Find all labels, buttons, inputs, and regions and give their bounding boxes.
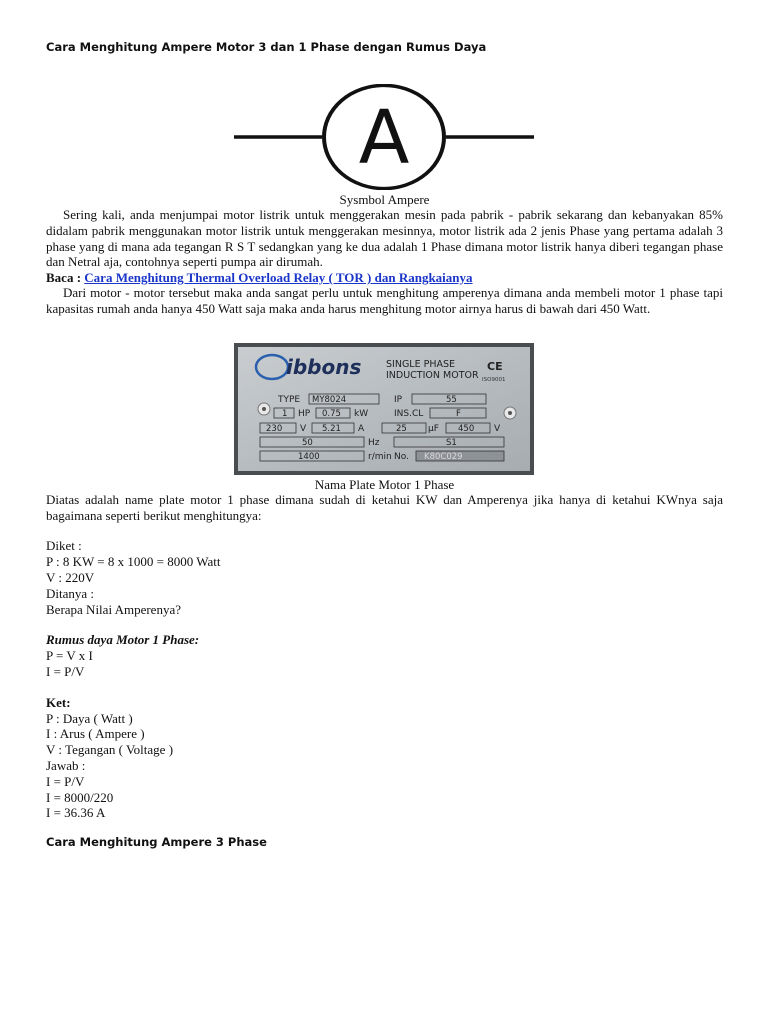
duty-value: S1 xyxy=(446,437,457,448)
baca-label: Baca : xyxy=(46,270,82,286)
jawab-step3: I = 36.36 A xyxy=(46,805,106,821)
brand-name: ibbons xyxy=(286,354,362,379)
cap-volt: 450 xyxy=(458,423,475,434)
type-value: MY8024 xyxy=(312,394,347,405)
amp-value: 5.21 xyxy=(322,423,341,434)
intro-paragraph: Sering kali, anda menjumpai motor listrik untuk menggerakan mesin pada pabrik - pabrik sekarang dan kebanyakan 85% didalam pabrik menggunakan motor listrik untuk menggerakan mesinnya, motor listrik ada 2 jenis Phase yang pertama adalah 3 phase yang di mana ada tegangan R S T sedangkan yang ke dua adalah 1 Phase dimana motor listrik hanya diberi tegangan phase dan Netral aja, contohnya seperti pumpa air dirumah. xyxy=(46,207,723,270)
rumus-line1: P = V x I xyxy=(46,648,93,664)
jawab-label: Jawab : xyxy=(46,757,86,773)
question-text: Berapa Nilai Amperenya? xyxy=(46,601,181,617)
rpm-label: r/min xyxy=(368,451,392,462)
serial-value: K80C029 xyxy=(424,451,463,462)
diket-power: P : 8 KW = 8 x 1000 = 8000 Watt xyxy=(46,554,221,570)
hz-value: 50 xyxy=(302,437,313,448)
ce-mark: CE xyxy=(487,359,503,373)
hp-label: HP xyxy=(298,408,311,419)
document-title: Cara Menghitung Ampere Motor 3 dan 1 Phase dengan Rumus Daya xyxy=(46,40,487,54)
kw-label: kW xyxy=(354,408,369,419)
jawab-step1: I = P/V xyxy=(46,773,85,789)
volt-label: V xyxy=(300,423,307,434)
document-page xyxy=(46,40,723,849)
diket-voltage: V : 220V xyxy=(46,569,95,585)
section2-title: Cara Menghitung Ampere 3 Phase xyxy=(46,835,267,850)
ip-value: 55 xyxy=(446,394,457,405)
ip-label: IP xyxy=(394,394,403,405)
nameplate-caption: Nama Plate Motor 1 Phase xyxy=(314,476,455,492)
jawab-step2: I = 8000/220 xyxy=(46,789,114,805)
ampere-letter: A xyxy=(358,95,410,181)
cap-label: μF xyxy=(428,423,439,434)
cap-volt-label: V xyxy=(494,423,501,434)
type-label: TYPE xyxy=(278,394,301,405)
plate-line1: SINGLE PHASE xyxy=(386,358,456,370)
tor-article-link[interactable]: Cara Menghitung Thermal Overload Relay ( TOR ) dan Rangkaianya xyxy=(84,270,473,286)
baca-line xyxy=(46,270,723,285)
iso-mark: ISO9001 xyxy=(482,376,506,383)
hz-label: Hz xyxy=(368,437,380,448)
ampere-symbol-icon xyxy=(234,84,534,190)
ket-v: V : Tegangan ( Voltage ) xyxy=(46,742,174,758)
ditanya-label: Ditanya : xyxy=(46,585,95,601)
rumus-line2: I = P/V xyxy=(46,663,85,679)
volt-value: 230 xyxy=(266,423,283,434)
rpm-value: 1400 xyxy=(298,451,320,462)
kw-value: 0.75 xyxy=(322,408,341,419)
ket-heading: Ket: xyxy=(46,694,71,710)
ket-i: I : Arus ( Ampere ) xyxy=(46,726,145,742)
nameplate-image xyxy=(234,343,534,475)
ket-p: P : Daya ( Watt ) xyxy=(46,710,133,726)
symbol-caption: Sysmbol Ampere xyxy=(339,192,430,207)
serial-label: No. xyxy=(394,451,409,462)
after-plate-paragraph: Diatas adalah name plate motor 1 phase dimana sudah di ketahui KW dan Amperenya jika hanya di ketahui KWnya saja bagaimana seperti berikut menghitungya: xyxy=(46,491,723,523)
rumus-heading: Rumus daya Motor 1 Phase: xyxy=(46,632,200,648)
hp-qty: 1 xyxy=(282,408,288,419)
second-paragraph: Dari motor - motor tersebut maka anda sangat perlu untuk menghitung amperenya dimana anda membeli motor 1 phase tapi kapasitas rumah anda hanya 450 Watt saja maka anda harus menghitung motor airnya harus di bawah dari 450 Watt. xyxy=(46,285,723,316)
inscl-value: F xyxy=(456,408,461,419)
inscl-label: INS.CL xyxy=(394,408,424,419)
plate-line2: INDUCTION MOTOR xyxy=(386,369,479,381)
cap-value: 25 xyxy=(396,423,407,434)
diket-label: Diket : xyxy=(46,538,82,554)
ampere-symbol-figure xyxy=(46,54,723,192)
nameplate-figure xyxy=(46,343,723,477)
amp-label: A xyxy=(358,423,365,434)
